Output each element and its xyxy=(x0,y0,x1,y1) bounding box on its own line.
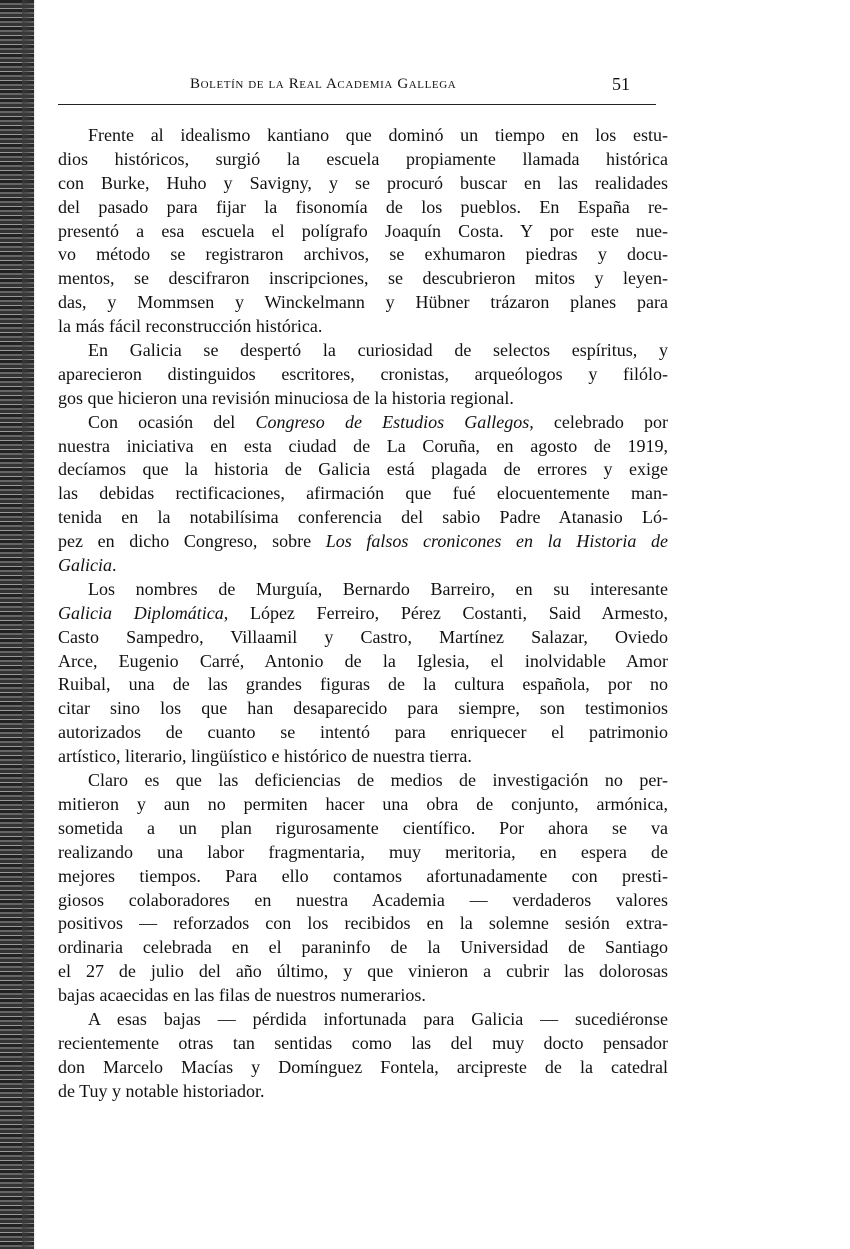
text-line xyxy=(58,602,668,626)
text-line xyxy=(58,530,668,554)
text-line xyxy=(58,673,668,697)
header-rule xyxy=(58,104,656,105)
text-segment: Arce, Eugenio Carré, Antonio de la Iglesia, el inolvidable Amor xyxy=(58,650,668,671)
text-line xyxy=(58,482,668,506)
text-line xyxy=(58,363,668,387)
text-line xyxy=(58,1056,668,1080)
text-line xyxy=(58,745,668,769)
text-segment: de Tuy y notable historiador. xyxy=(58,1080,265,1101)
text-segment: del pasado para fijar la fisonomía de los pueblos. En España re- xyxy=(58,196,668,217)
text-segment: presentó a esa escuela el polígrafo Joaquín Costa. Y por este nue- xyxy=(58,220,668,241)
italic-text: Los falsos cronicones en la Historia de xyxy=(325,531,668,552)
text-line xyxy=(58,1032,668,1056)
text-line xyxy=(58,578,668,602)
text-segment: Los nombres de Murguía, Bernardo Barreiro, en su interesante xyxy=(88,578,668,599)
text-line xyxy=(58,817,668,841)
body-text xyxy=(58,124,668,1104)
text-segment: mitieron y aun no permiten hacer una obra de conjunto, armónica, xyxy=(58,793,668,814)
text-line xyxy=(58,172,668,196)
text-line xyxy=(58,984,668,1008)
text-line xyxy=(58,554,668,578)
text-segment: nuestra iniciativa en esta ciudad de La Coruña, en agosto de 1919, xyxy=(58,435,668,456)
text-segment: recientemente otras tan sentidas como las del muy docto pensador xyxy=(58,1032,668,1053)
text-line xyxy=(58,769,668,793)
text-segment: aparecieron distinguidos escritores, cronistas, arqueólogos y filólo- xyxy=(58,363,668,384)
text-line xyxy=(58,697,668,721)
text-segment: decíamos que la historia de Galicia está plagada de errores y exige xyxy=(58,459,668,480)
text-segment: con Burke, Huho y Savigny, y se procuró buscar en las realidades xyxy=(58,172,668,193)
text-segment: Con ocasión del xyxy=(88,411,256,432)
text-segment: pez en dicho Congreso, sobre xyxy=(58,531,326,552)
text-line xyxy=(58,841,668,865)
text-segment: ordinaria celebrada en el paraninfo de la Universidad de Santiago xyxy=(58,937,668,958)
text-line xyxy=(58,387,668,411)
text-segment: don Marcelo Macías y Domínguez Fontela, arcipreste de la catedral xyxy=(58,1056,668,1077)
text-line xyxy=(58,506,668,530)
text-line xyxy=(58,148,668,172)
text-line xyxy=(58,411,668,435)
text-segment: das, y Mommsen y Winckelmann y Hübner trázaron planes para xyxy=(58,292,668,313)
page-number: 51 xyxy=(612,74,630,94)
text-line xyxy=(58,196,668,220)
text-segment: Ruibal, una de las grandes figuras de la cultura española, por no xyxy=(58,674,668,695)
text-line xyxy=(58,243,668,267)
text-line xyxy=(58,721,668,745)
text-line xyxy=(58,124,668,148)
italic-text: Galicia xyxy=(58,555,112,576)
text-segment: las debidas rectificaciones, afirmación que fué elocuentemente man- xyxy=(58,483,668,504)
text-line xyxy=(58,912,668,936)
text-line xyxy=(58,1008,668,1032)
text-segment: , López Ferreiro, Pérez Costanti, Said Armesto, xyxy=(223,602,669,623)
text-segment: giosos colaboradores en nuestra Academia — verdaderos valores xyxy=(58,889,668,910)
italic-text: Congreso de Estudios Gallegos, xyxy=(255,411,534,432)
text-line xyxy=(58,793,668,817)
text-line xyxy=(58,865,668,889)
text-segment: el 27 de julio del año último, y que vinieron a cubrir las dolorosas xyxy=(58,961,668,982)
text-segment: gos que hicieron una revisión minuciosa de la historia regional. xyxy=(58,387,514,408)
text-segment: artístico, literario, lingüístico e histórico de nuestra tierra. xyxy=(58,746,472,767)
text-line xyxy=(58,291,668,315)
text-line xyxy=(58,458,668,482)
italic-text: Galicia Diplomática xyxy=(58,602,224,623)
text-segment: vo método se registraron archivos, se exhumaron piedras y docu- xyxy=(58,244,668,265)
text-segment: bajas acaecidas en las filas de nuestros numerarios. xyxy=(58,985,426,1006)
text-segment: Claro es que las deficiencias de medios de investigación no per- xyxy=(88,770,668,791)
text-segment: En Galicia se despertó la curiosidad de selectos espíritus, y xyxy=(88,340,668,361)
running-header: Boletín de la Real Academia Gallega xyxy=(190,76,457,92)
text-segment: dios históricos, surgió la escuela propiamente llamada histórica xyxy=(58,148,668,169)
text-line xyxy=(58,339,668,363)
text-segment: citar sino los que han desaparecido para siempre, son testimonios xyxy=(58,698,668,719)
text-line xyxy=(58,267,668,291)
text-line xyxy=(58,936,668,960)
text-segment: positivos — reforzados con los recibidos en la solemne sesión extra- xyxy=(58,913,668,934)
text-line xyxy=(58,889,668,913)
text-segment: realizando una labor fragmentaria, muy meritoria, en espera de xyxy=(58,841,668,862)
spine-gradient xyxy=(22,0,36,1249)
text-line xyxy=(58,1080,668,1104)
text-segment: sometida a un plan rigurosamente científico. Por ahora se va xyxy=(58,817,668,838)
text-segment: Casto Sampedro, Villaamil y Castro, Martínez Salazar, Oviedo xyxy=(58,626,668,647)
text-segment: tenida en la notabilísima conferencia del sabio Padre Atanasio Ló- xyxy=(58,507,668,528)
text-segment: mentos, se descifraron inscripciones, se descubrieron mitos y leyen- xyxy=(58,268,668,289)
text-line xyxy=(58,960,668,984)
text-segment: Frente al idealismo kantiano que dominó un tiempo en los estu- xyxy=(88,125,668,145)
text-segment: A esas bajas — pérdida infortunada para Galicia — sucediéronse xyxy=(88,1008,668,1029)
text-segment: celebrado por xyxy=(533,411,669,432)
text-segment: mejores tiempos. Para ello contamos afortunadamente con presti- xyxy=(58,865,668,886)
text-segment: autorizados de cuanto se intentó para enriquecer el patrimonio xyxy=(58,722,668,743)
text-line xyxy=(58,220,668,244)
text-segment: la más fácil reconstrucción histórica. xyxy=(58,316,323,337)
text-line xyxy=(58,650,668,674)
text-segment: . xyxy=(112,555,117,576)
text-line xyxy=(58,626,668,650)
text-line xyxy=(58,435,668,459)
text-line xyxy=(58,315,668,339)
